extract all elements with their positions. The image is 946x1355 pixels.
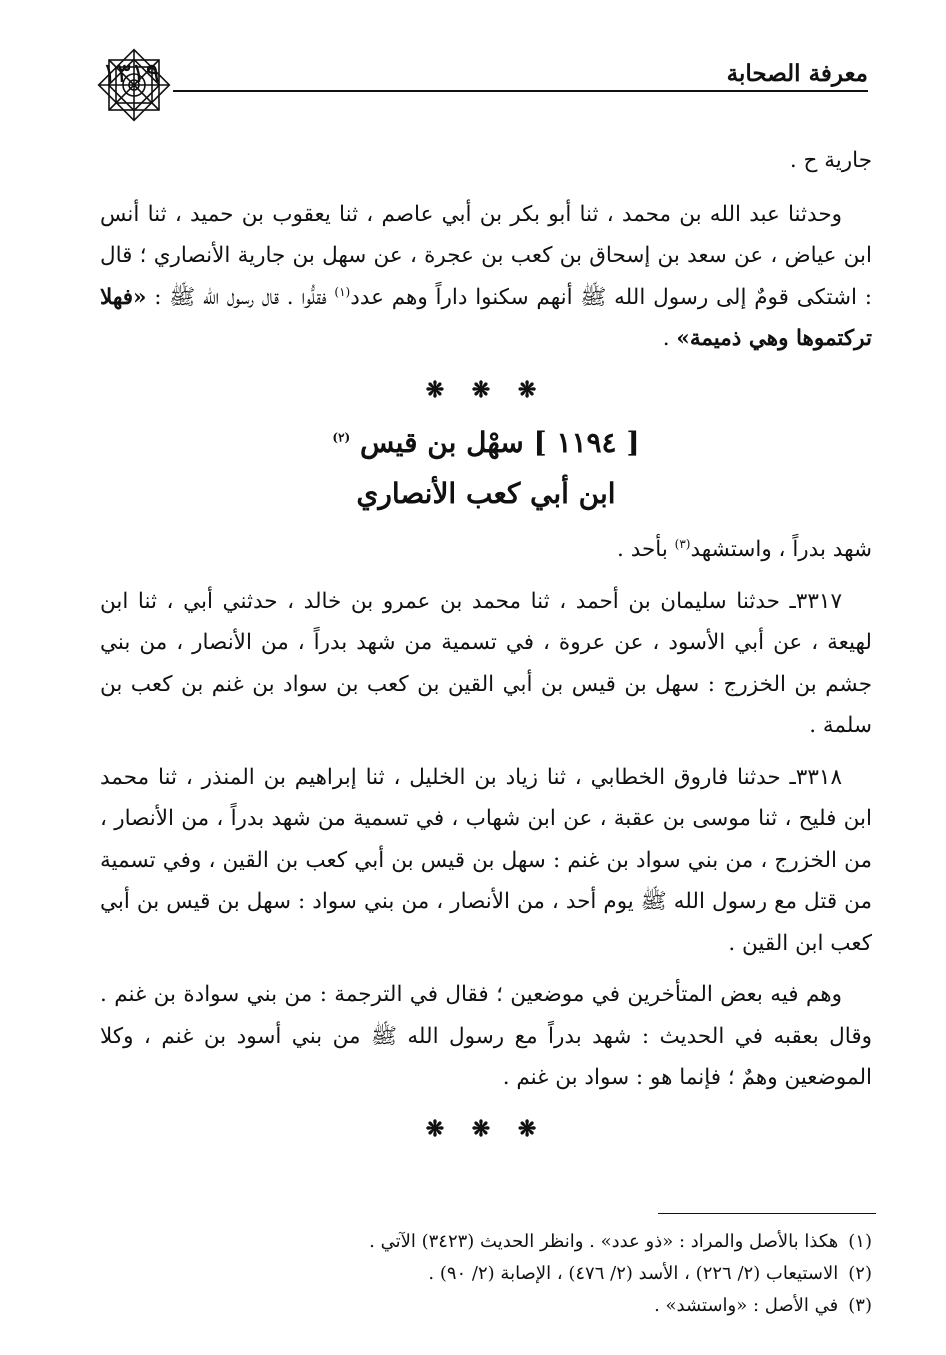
commentary-paragraph: وهم فيه بعض المتأخرين في موضعين ؛ فقال في الترجمة : من بني سوادة بن غنم . وقال بعقبه في الحديث : شهد بدراً مع رسول الله ﷺ من بني أسود بن غنم ، وكلا الموضعين وهمٌ ؛ فإنما هو : سواد بن غنم . <box>100 982 872 1090</box>
footnote <box>100 1258 872 1290</box>
footnote-marker: (٢) <box>332 430 351 445</box>
footnote-text: الاستيعاب (٢/ ٢٢٦) ، الأسد (٢/ ٤٧٦) ، الإصابة (٢/ ٩٠) . <box>428 1263 839 1284</box>
section-divider-stars: ❋ ❋ ❋ <box>425 376 547 403</box>
footnote-marker: (١) <box>334 284 351 299</box>
paragraph-text: فقلُّوا . قال رسول الله ﷺ : <box>146 284 335 310</box>
header-rule <box>173 90 868 92</box>
hadith-paragraph: ٣٣١٧ـ حدثنا سليمان بن أحمد ، ثنا محمد بن عمرو بن خالد ، حدثني أبي ، ثنا ابن لهيعة ، عن أبي الأسود ، عن عروة ، في تسمية من شهد بدراً ، من الأنصار ، من بني جشم بن الخزرج : سهل بن قيس بن أبي القين بن كعب بن سواد بن غنم بن كعب بن سلمة . <box>100 588 872 738</box>
footnote-text: هكذا بالأصل والمراد : «ذو عدد» . وانظر الحديث (٣٤٢٣) الآتي . <box>369 1231 839 1252</box>
main-text <box>100 140 872 1156</box>
star-rosette-ornament-icon <box>95 46 173 124</box>
hadith-paragraph: ٣٣١٨ـ حدثنا فاروق الخطابي ، ثنا زياد بن الخليل ، ثنا إبراهيم بن المنذر ، ثنا محمد ابن فليح ، ثنا موسى بن عقبة ، عن ابن شهاب ، في تسمية من شهد بدراً ، من الأنصار ، من الخزرج ، من بني سواد بن غنم : سهل بن قيس بن أبي كعب بن القين ، وفي تسمية من قتل مع رسول الله ﷺ يوم أحد ، من الأنصار ، من بني سواد : سهل بن قيس بن أبي كعب ابن القين . <box>100 764 872 956</box>
entry-title-text: [ ١١٩٤ ] سهْل بن قيس <box>359 426 640 459</box>
running-title: معرفة الصحابة <box>726 60 868 87</box>
paragraph-text: وحدثنا عبد الله بن محمد ، ثنا أبو بكر بن أبي عاصم ، ثنا يعقوب بن حميد ، ثنا أنس ابن عياض ، عن سعد بن إسحاق بن كعب بن عجرة ، عن سهل بن جارية الأنصاري ؛ قال : اشتكى قومٌ إلى رسول الله ﷺ أنهم سكنوا داراً وهم عدد <box>100 201 872 310</box>
entry-title <box>100 417 872 469</box>
text-line: جارية ح . <box>789 148 872 173</box>
footnote-rule <box>658 1213 876 1214</box>
footnote-number: (٣) <box>848 1295 872 1316</box>
paragraph-text: . <box>662 326 677 351</box>
paragraph-text: شهد بدراً ، واستشهد <box>690 537 872 562</box>
running-head <box>95 56 868 106</box>
footnote-number: (١) <box>848 1231 872 1252</box>
paragraph <box>100 194 872 360</box>
footnote <box>100 1226 872 1258</box>
footnote-marker: (٣) <box>674 536 691 551</box>
hadith-quote: «فهلا تركتموها وهي ذميمة» <box>100 284 872 351</box>
entry-subtitle: ابن أبي كعب الأنصاري <box>356 477 616 510</box>
paragraph <box>100 529 872 571</box>
section-divider-stars: ❋ ❋ ❋ <box>425 1115 547 1142</box>
footnote <box>100 1290 872 1322</box>
paragraph-text: بأحد . <box>617 537 675 562</box>
footnote-text: في الأصل : «واستشد» . <box>654 1295 839 1316</box>
footnote-number: (٢) <box>848 1263 872 1284</box>
page-number: ١٣١٩ <box>101 58 160 89</box>
footnotes <box>100 1226 872 1322</box>
